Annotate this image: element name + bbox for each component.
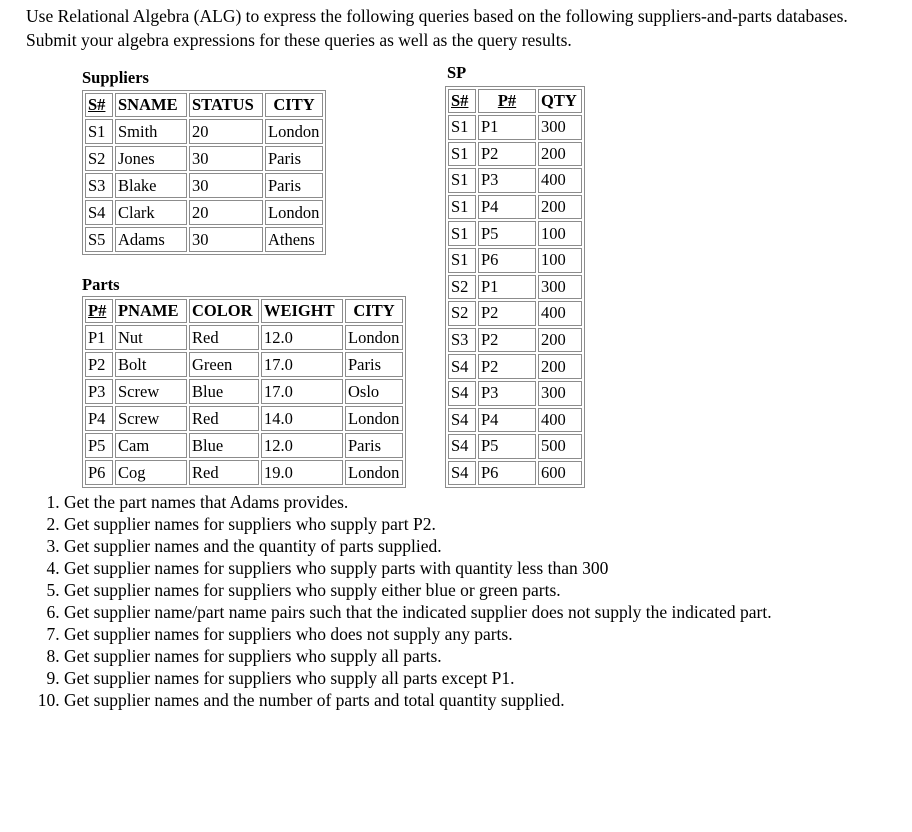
suppliers-title: Suppliers [82,68,149,87]
table-cell: 19.0 [261,460,343,485]
parts-body [85,325,403,485]
table-cell: P3 [478,381,536,406]
table-cell: Paris [265,173,323,198]
table-cell: 400 [538,168,582,193]
table-cell: Blake [115,173,187,198]
table-cell: P3 [85,379,113,404]
table-cell: 200 [538,195,582,220]
table-row [85,352,403,377]
table-row [448,301,582,326]
parts-title: Parts [82,275,120,294]
table-cell: 300 [538,275,582,300]
table-row [448,168,582,193]
table-cell: Red [189,325,259,350]
table-cell: S2 [448,275,476,300]
table-cell: P1 [478,275,536,300]
table-row [448,115,582,140]
table-row [85,173,323,198]
table-row [448,248,582,273]
table-row [448,381,582,406]
table-row [448,195,582,220]
table-cell: P4 [85,406,113,431]
column-header: STATUS [189,93,263,117]
query-item: 7. Get supplier names for suppliers who does not supply any parts. [64,623,854,645]
query-item: 1. Get the part names that Adams provides. [64,491,854,513]
table-cell: S4 [448,354,476,379]
table-row [85,146,323,171]
query-list [26,491,854,711]
suppliers-table [82,90,326,255]
table-cell: Blue [189,433,259,458]
table-row [448,142,582,167]
table-cell: P4 [478,408,536,433]
table-cell: 500 [538,434,582,459]
table-cell: P1 [85,325,113,350]
table-cell: Adams [115,227,187,252]
table-cell: Paris [345,433,403,458]
table-row [85,200,323,225]
column-header: SNAME [115,93,187,117]
table-cell: S1 [448,221,476,246]
table-row [448,461,582,486]
table-row [448,408,582,433]
column-header: S# [448,89,476,113]
query-item: 10. Get supplier names and the number of parts and total quantity supplied. [64,689,854,711]
table-cell: S1 [448,248,476,273]
query-item: 8. Get supplier names for suppliers who supply all parts. [64,645,854,667]
table-cell: 17.0 [261,352,343,377]
table-row [85,433,403,458]
column-header: S# [85,93,113,117]
table-row [85,325,403,350]
table-cell: Red [189,406,259,431]
table-cell: Oslo [345,379,403,404]
query-item: 3. Get supplier names and the quantity of parts supplied. [64,535,854,557]
table-cell: 400 [538,301,582,326]
query-item: 6. Get supplier name/part name pairs such that the indicated supplier does not supply the indicated part. [64,601,854,623]
table-cell: P2 [478,301,536,326]
table-row [448,221,582,246]
table-cell: P2 [478,354,536,379]
table-cell: S5 [85,227,113,252]
table-cell: P2 [478,328,536,353]
table-cell: S4 [448,461,476,486]
table-row [448,434,582,459]
table-cell: P5 [85,433,113,458]
sp-title: SP [447,63,467,82]
table-cell: S4 [448,408,476,433]
table-header-row [448,89,582,113]
table-cell: 30 [189,146,263,171]
table-cell: 20 [189,200,263,225]
table-cell: Cam [115,433,187,458]
table-cell: S3 [85,173,113,198]
table-cell: 300 [538,115,582,140]
table-cell: P6 [85,460,113,485]
table-cell: London [345,460,403,485]
table-cell: Paris [265,146,323,171]
table-cell: London [265,200,323,225]
table-cell: P3 [478,168,536,193]
table-cell: Nut [115,325,187,350]
table-cell: 200 [538,142,582,167]
table-cell: S1 [448,142,476,167]
table-header-row [85,93,323,117]
table-cell: 30 [189,227,263,252]
table-cell: 17.0 [261,379,343,404]
table-cell: S2 [448,301,476,326]
table-cell: 20 [189,119,263,144]
table-row [85,406,403,431]
table-cell: S3 [448,328,476,353]
table-cell: P4 [478,195,536,220]
table-cell: 300 [538,381,582,406]
table-cell: 600 [538,461,582,486]
table-cell: Red [189,460,259,485]
sp-body [448,115,582,485]
assignment-intro: Use Relational Algebra (ALG) to express the following queries based on the following suppliers-and-parts databases. Submit your algebra expressions for these queries as well as the query results. [26,6,848,50]
table-cell: 100 [538,221,582,246]
table-cell: P6 [478,461,536,486]
table-cell: P5 [478,221,536,246]
table-cell: S4 [85,200,113,225]
column-header: QTY [538,89,582,113]
column-header: CITY [345,299,403,323]
column-header: COLOR [189,299,259,323]
table-cell: Jones [115,146,187,171]
table-cell: P1 [478,115,536,140]
column-header: WEIGHT [261,299,343,323]
column-header: P# [478,89,536,113]
table-cell: S1 [448,115,476,140]
column-header: P# [85,299,113,323]
table-cell: 200 [538,328,582,353]
table-cell: 30 [189,173,263,198]
table-cell: S1 [85,119,113,144]
table-cell: 400 [538,408,582,433]
table-cell: Blue [189,379,259,404]
table-cell: 200 [538,354,582,379]
table-row [85,460,403,485]
table-cell: Smith [115,119,187,144]
table-cell: Screw [115,406,187,431]
sp-table [445,86,585,488]
table-row [85,119,323,144]
table-cell: London [345,325,403,350]
table-cell: Clark [115,200,187,225]
table-cell: S1 [448,195,476,220]
table-cell: London [265,119,323,144]
table-cell: 14.0 [261,406,343,431]
table-row [448,354,582,379]
query-item: 4. Get supplier names for suppliers who supply parts with quantity less than 300 [64,557,854,579]
table-cell: Paris [345,352,403,377]
table-cell: S4 [448,434,476,459]
table-cell: Screw [115,379,187,404]
table-cell: London [345,406,403,431]
table-header-row [85,299,403,323]
table-cell: Green [189,352,259,377]
table-cell: S4 [448,381,476,406]
query-item: 2. Get supplier names for suppliers who supply part P2. [64,513,854,535]
table-cell: S1 [448,168,476,193]
table-cell: 100 [538,248,582,273]
column-header: PNAME [115,299,187,323]
table-cell: P2 [478,142,536,167]
table-cell: Athens [265,227,323,252]
table-cell: P2 [85,352,113,377]
table-cell: S2 [85,146,113,171]
parts-table [82,296,406,488]
table-cell: Bolt [115,352,187,377]
table-row [85,227,323,252]
query-item: 9. Get supplier names for suppliers who supply all parts except P1. [64,667,854,689]
table-row [448,275,582,300]
query-item: 5. Get supplier names for suppliers who supply either blue or green parts. [64,579,854,601]
table-cell: P5 [478,434,536,459]
table-cell: P6 [478,248,536,273]
table-row [85,379,403,404]
table-row [448,328,582,353]
table-cell: Cog [115,460,187,485]
table-cell: 12.0 [261,325,343,350]
suppliers-body [85,119,323,252]
table-cell: 12.0 [261,433,343,458]
column-header: CITY [265,93,323,117]
